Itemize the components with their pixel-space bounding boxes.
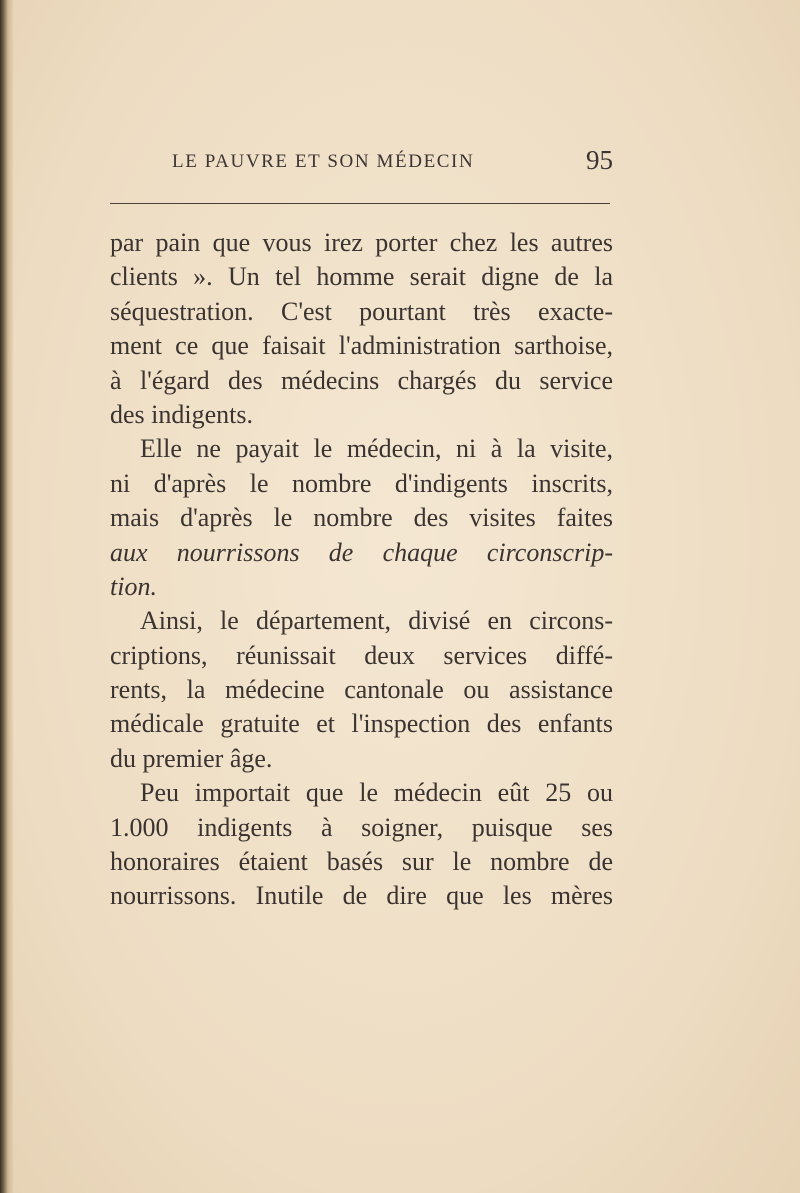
text-line: nourrissons. Inutile de dire que les mères xyxy=(110,881,613,911)
paragraph-4 xyxy=(110,776,613,914)
text-line: mais d'après le nombre des visites faites xyxy=(110,503,613,533)
text-line: séquestration. C'est pourtant très exacte- xyxy=(110,296,613,326)
paragraph-1 xyxy=(110,226,613,432)
text-line-italic: tion. xyxy=(110,571,157,601)
text-line-italic: aux nourrissons de chaque circonscrip- xyxy=(110,537,613,567)
text-line: 1.000 indigents à soigner, puisque ses xyxy=(110,812,613,842)
paragraph-2 xyxy=(110,432,613,604)
body-text xyxy=(110,226,613,914)
text-line: Ainsi, le département, divisé en circons- xyxy=(140,606,613,636)
text-line: à l'égard des médecins chargés du service xyxy=(110,365,613,395)
text-line: ni d'après le nombre d'indigents inscrits, xyxy=(110,468,613,498)
text-line: honoraires étaient basés sur le nombre de xyxy=(110,847,613,877)
text-line: ment ce que faisait l'administration sarthoise, xyxy=(110,331,613,361)
text-line: Elle ne payait le médecin, ni à la visite, xyxy=(140,434,613,464)
text-line: Peu importait que le médecin eût 25 ou xyxy=(140,778,613,808)
text-line: médicale gratuite et l'inspection des enfants xyxy=(110,709,613,739)
running-title: LE PAUVRE ET SON MÉDECIN xyxy=(172,151,475,172)
text-line: des indigents. xyxy=(110,399,253,429)
header-rule xyxy=(110,203,610,204)
text-line: par pain que vous irez porter chez les autres xyxy=(110,228,613,257)
page-number: 95 xyxy=(586,145,613,175)
text-line: du premier âge. xyxy=(110,743,273,773)
text-line: rents, la médecine cantonale ou assistance xyxy=(110,675,613,705)
text-line: criptions, réunissait deux services diffé- xyxy=(110,640,613,670)
page-edge-shadow xyxy=(0,0,14,1193)
paragraph-3 xyxy=(110,604,613,776)
page-header xyxy=(110,145,613,185)
text-line: clients ». Un tel homme serait digne de la xyxy=(110,262,613,292)
